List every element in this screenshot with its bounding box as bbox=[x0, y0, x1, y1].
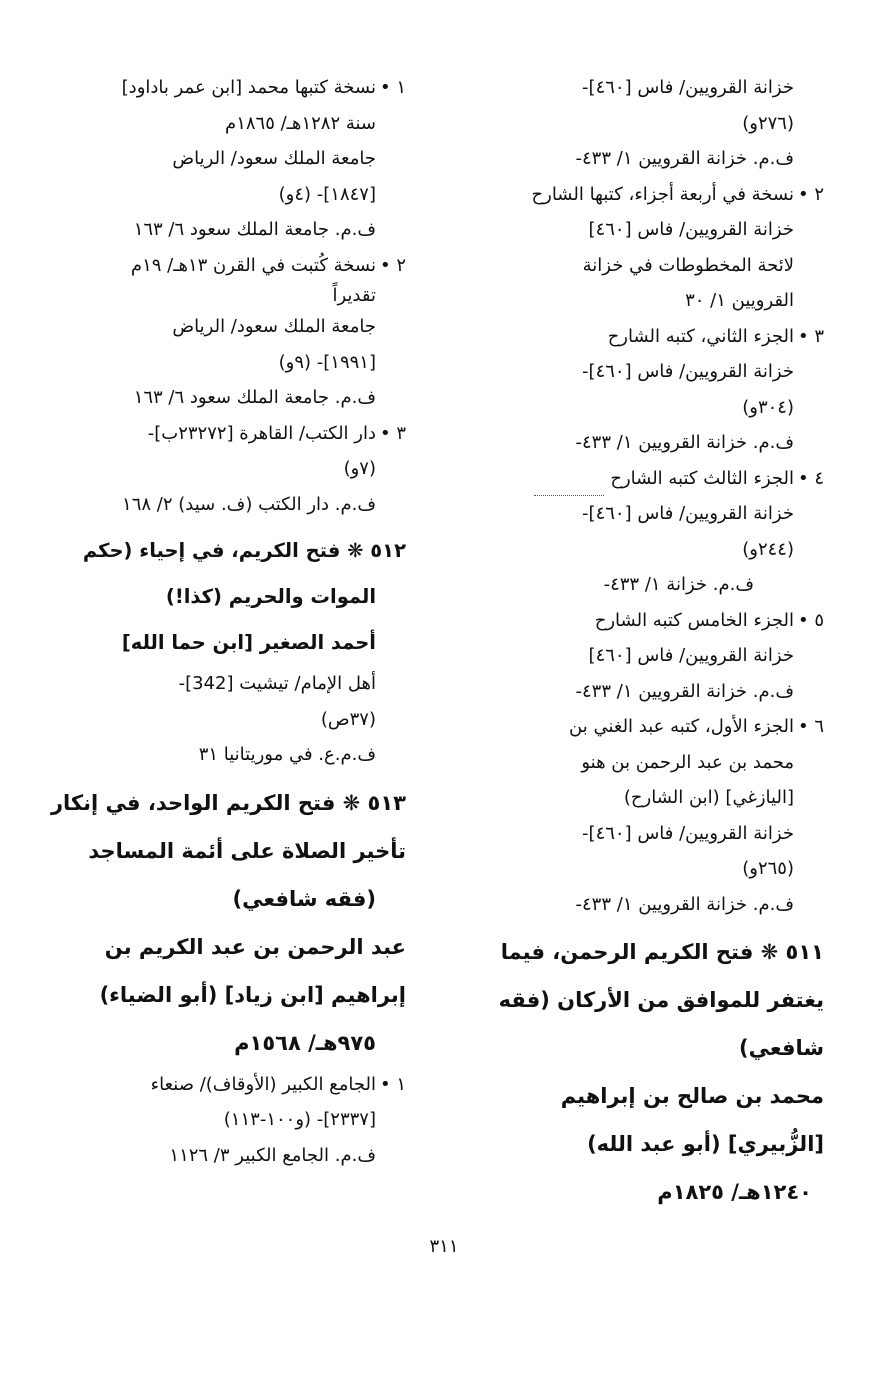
text-line: محمد بن عبد الرحمن بن هنو bbox=[581, 751, 794, 773]
entry-title: تأخير الصلاة على أئمة المساجد bbox=[88, 838, 406, 863]
text-line: الجزء الخامس كتبه الشارح bbox=[594, 609, 794, 631]
entry-title: يغتفر للموافق من الأركان (فقه bbox=[498, 988, 824, 1012]
text-line: نسخة كتبها محمد [ابن عمر باداود] bbox=[121, 77, 376, 98]
text-line: [اليازغي] (ابن الشارح) bbox=[623, 787, 794, 808]
entry-date: ٩٧٥هـ/ ١٥٦٨م bbox=[234, 1030, 376, 1055]
entry-title: ٥١٣ ❋ فتح الكريم الواحد، في إنكار bbox=[50, 790, 406, 815]
text-line: الجزء الثاني، كتبه الشارح bbox=[607, 325, 794, 347]
text-line: ف.م. خزانة القرويين ١/ ٤٣٣- bbox=[575, 432, 794, 453]
text-line: [٢٣٣٧]- (و١٠٠-١١٣) bbox=[223, 1109, 376, 1130]
list-item bbox=[86, 70, 406, 106]
list-item bbox=[470, 709, 824, 745]
bullet-number: ٣ • bbox=[797, 325, 824, 347]
text-line: جامعة الملك سعود/ الرياض bbox=[172, 148, 376, 169]
text-line: [١٨٤٧]- (٤و) bbox=[278, 183, 376, 205]
list-item bbox=[470, 603, 824, 639]
entry-author: عبد الرحمن بن عبد الكريم بن bbox=[104, 934, 406, 959]
text-line: [١٩٩١]- (٩و) bbox=[278, 351, 376, 373]
text-line: ف.م. جامعة الملك سعود ٦/ ١٦٣ bbox=[133, 219, 376, 240]
bullet-number: ٢ • bbox=[379, 254, 406, 276]
text-line: ف.م.ع. في موريتانيا ٣١ bbox=[198, 744, 376, 765]
text-line: ف.م. جامعة الملك سعود ٦/ ١٦٣ bbox=[133, 387, 376, 408]
bullet-number: ٢ • bbox=[797, 183, 824, 205]
text-line: (٢٧٦و) bbox=[742, 112, 794, 134]
page-number: ٣١١ bbox=[429, 1236, 459, 1257]
entry-title: ٥١١ ❋ فتح الكريم الرحمن، فيما bbox=[500, 940, 824, 964]
list-item bbox=[86, 248, 406, 284]
bullet-number: ١ • bbox=[379, 77, 406, 98]
text-line: ف.م. خزانة ١/ ٤٣٣- bbox=[603, 574, 754, 595]
entry-title: ٥١٢ ❋ فتح الكريم، في إحياء (حكم bbox=[82, 539, 406, 562]
entry-title: شافعي) bbox=[739, 1036, 824, 1060]
bullet-number: ٦ • bbox=[797, 716, 824, 737]
text-line: تقديراً bbox=[332, 285, 376, 306]
text-line: ف.م. دار الكتب (ف. سيد) ٢/ ١٦٨ bbox=[122, 493, 376, 515]
text-line: أهل الإمام/ تيشيت [342]- bbox=[178, 673, 376, 694]
entry-title: (فقه شافعي) bbox=[232, 886, 376, 911]
text-line: خزانة القرويين/ فاس [٤٦٠] bbox=[588, 645, 794, 666]
list-item bbox=[86, 1067, 406, 1103]
entry-author: إبراهيم [ابن زياد] (أبو الضياء) bbox=[99, 982, 406, 1007]
text-line: نسخة كُتبت في القرن ١٣هـ/ ١٩م bbox=[130, 254, 376, 276]
left-column bbox=[50, 70, 406, 1173]
text-line: (٧و) bbox=[343, 458, 376, 479]
text-line: (٣٧ص) bbox=[320, 708, 376, 730]
text-line: دار الكتب/ القاهرة [٢٣٢٧٢ب]- bbox=[147, 422, 376, 444]
dotted-leader bbox=[534, 461, 604, 497]
entry-author: [الزُّبيري] (أبو عبد الله) bbox=[587, 1132, 824, 1156]
entry-author: محمد بن صالح بن إبراهيم bbox=[560, 1084, 824, 1108]
list-item bbox=[470, 177, 824, 213]
text-line: خزانة القرويين/ فاس [٤٦٠]- bbox=[582, 77, 794, 98]
bullet-number: ٣ • bbox=[379, 422, 406, 444]
right-column bbox=[470, 70, 824, 1216]
entry-date: ١٢٤٠هـ/ ١٨٢٥م bbox=[657, 1180, 812, 1204]
text-line: الجزء الثالث كتبه الشارح bbox=[610, 467, 794, 489]
list-item bbox=[470, 319, 824, 355]
text-line: خزانة القرويين/ فاس [٤٦٠] bbox=[588, 219, 794, 240]
bullet-number: ٤ • bbox=[797, 467, 824, 489]
text-line: ف.م. خزانة القرويين ١/ ٤٣٣- bbox=[575, 148, 794, 169]
text-line: الجامع الكبير (الأوقاف)/ صنعاء bbox=[150, 1073, 376, 1095]
text-line: (٣٠٤و) bbox=[742, 396, 794, 418]
text-line: ف.م. خزانة القرويين ١/ ٤٣٣- bbox=[575, 893, 794, 915]
text-line: لائحة المخطوطات في خزانة bbox=[582, 254, 794, 276]
text-line: نسخة في أربعة أجزاء، كتبها الشارح bbox=[531, 183, 794, 205]
list-item bbox=[470, 461, 824, 497]
list-item bbox=[86, 416, 406, 452]
text-line: خزانة القرويين/ فاس [٤٦٠]- bbox=[582, 361, 794, 382]
entry-title: الموات والحريم (كذا!) bbox=[165, 585, 376, 608]
bullet-number: ٥ • bbox=[797, 609, 824, 631]
text-line: القرويين ١/ ٣٠ bbox=[685, 290, 794, 311]
text-line: (٢٤٤و) bbox=[742, 538, 794, 560]
text-line: سنة ١٢٨٢هـ/ ١٨٦٥م bbox=[225, 112, 376, 134]
text-line: ف.م. خزانة القرويين ١/ ٤٣٣- bbox=[575, 680, 794, 702]
text-line: الجزء الأول، كتبه عبد الغني بن bbox=[569, 716, 794, 737]
text-line: خزانة القرويين/ فاس [٤٦٠]- bbox=[582, 822, 794, 844]
text-line: ف.م. الجامع الكبير ٣/ ١١٢٦ bbox=[169, 1144, 376, 1166]
text-line: (٢٦٥و) bbox=[742, 858, 794, 879]
text-line: خزانة القرويين/ فاس [٤٦٠]- bbox=[582, 503, 794, 524]
bullet-number: ١ • bbox=[379, 1073, 406, 1095]
entry-author: أحمد الصغير [ابن حما الله] bbox=[121, 631, 376, 654]
text-line: جامعة الملك سعود/ الرياض bbox=[172, 316, 376, 337]
